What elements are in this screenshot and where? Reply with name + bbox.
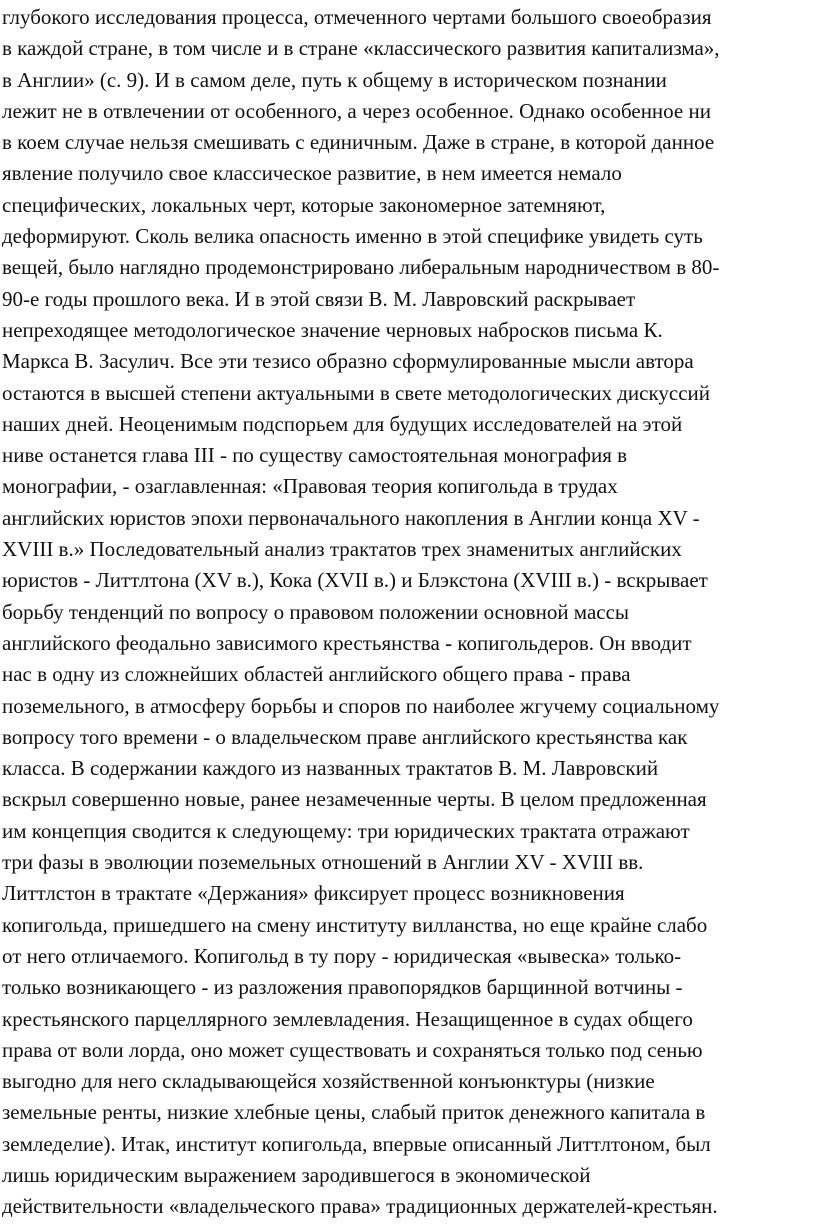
body-text xyxy=(2,2,816,1223)
text-line: явление получило свое классическое развитие, в нем имеется немало xyxy=(2,161,622,186)
text-line: лежит не в отвлечении от особенного, а через особенное. Однако особенное ни xyxy=(2,98,711,123)
text-line: крестьянского парцеллярного землевладения. Незащищенное в судах общего xyxy=(2,1006,693,1031)
text-line: земельные ренты, низкие хлебные цены, слабый приток денежного капитала в xyxy=(2,1100,706,1125)
text-line: в коем случае нельзя смешивать с единичным. Даже в стране, в которой данное xyxy=(2,130,715,155)
text-line: от него отличаемого. Копигольд в ту пору - юридическая «вывеска» только- xyxy=(2,943,682,968)
text-line: XVIII в.» Последовательный анализ трактатов трех знаменитых английских xyxy=(2,537,682,562)
text-line: класса. В содержании каждого из названных трактатов В. М. Лавровский xyxy=(2,756,659,781)
text-line: им концепция сводится к следующему: три юридических трактата отражают xyxy=(2,818,690,843)
text-line: лишь юридическим выражением зародившегося в экономической xyxy=(2,1162,591,1187)
text-line: вещей, было наглядно продемонстрировано либеральным народничеством в 80- xyxy=(2,255,720,280)
text-line: юристов - Литтлтона (XV в.), Кока (XVII в.) и Блэкстона (XVIII в.) - вскрывает xyxy=(2,568,708,593)
text-line: вопросу того времени - о владельческом праве английского крестьянства как xyxy=(2,724,688,749)
text-line: копигольда, пришедшего на смену институту вилланства, но еще крайне слабо xyxy=(2,912,708,937)
text-line: борьбу тенденций по вопросу о правовом положении основной массы xyxy=(2,599,630,624)
text-line: непреходящее методологическое значение черновых набросков письма К. xyxy=(2,317,663,342)
text-line: три фазы в эволюции поземельных отношений в Англии XV - XVIII вв. xyxy=(2,850,644,875)
text-line: глубокого исследования процесса, отмеченного чертами большого своеобразия xyxy=(2,5,712,29)
text-line: поземельного, в атмосферу борьбы и споров по наиболее жгучему социальному xyxy=(2,693,720,718)
text-line: специфических, локальных черт, которые закономерное затемняют, xyxy=(2,192,606,217)
text-line: вскрыл совершенно новые, ранее незамеченные черты. В целом предложенная xyxy=(2,787,707,812)
text-line: в каждой стране, в том числе и в стране «классического развития капитализма», xyxy=(2,36,720,61)
text-line: права от воли лорда, оно может существовать и сохраняться только под сенью xyxy=(2,1037,703,1062)
text-line: выгодно для него складывающейся хозяйственной конъюнктуры (низкие xyxy=(2,1069,655,1094)
text-line: остаются в высшей степени актуальными в свете методологических дискуссий xyxy=(2,380,711,405)
text-line: английского феодально зависимого крестьянства - копигольдеров. Он вводит xyxy=(2,630,692,655)
text-line: 90-е годы прошлого века. И в этой связи В. М. Лавровский раскрывает xyxy=(2,286,636,311)
text-line: Маркса В. Засулич. Все эти тезисо образно сформулированные мысли автора xyxy=(2,349,694,374)
text-line: только возникающего - из разложения правопорядков барщинной вотчины - xyxy=(2,975,683,1000)
text-line: Литтлстон в трактате «Держания» фиксирует процесс возникновения xyxy=(2,881,625,906)
text-line: в Англии» (с. 9). И в самом деле, путь к общему в историческом познании xyxy=(2,67,667,92)
text-line: монографии, - озаглавленная: «Правовая теория копигольда в трудах xyxy=(2,474,618,499)
text-line: действительности «владельческого права» традиционных держателей-крестьян. xyxy=(2,1194,718,1219)
text-line: нас в одну из сложнейших областей английского общего права - права xyxy=(2,662,631,687)
text-line: земледелие). Итак, институт копигольда, впервые описанный Литтлтоном, был xyxy=(2,1131,711,1156)
text-line: деформируют. Сколь велика опасность именно в этой специфике увидеть суть xyxy=(2,224,703,249)
text-line: английских юристов эпохи первоначального накопления в Англии конца XV - xyxy=(2,505,700,530)
text-line: наших дней. Неоценимым подспорьем для будущих исследователей на этой xyxy=(2,411,683,436)
text-line: ниве останется глава III - по существу самостоятельная монография в xyxy=(2,443,628,468)
